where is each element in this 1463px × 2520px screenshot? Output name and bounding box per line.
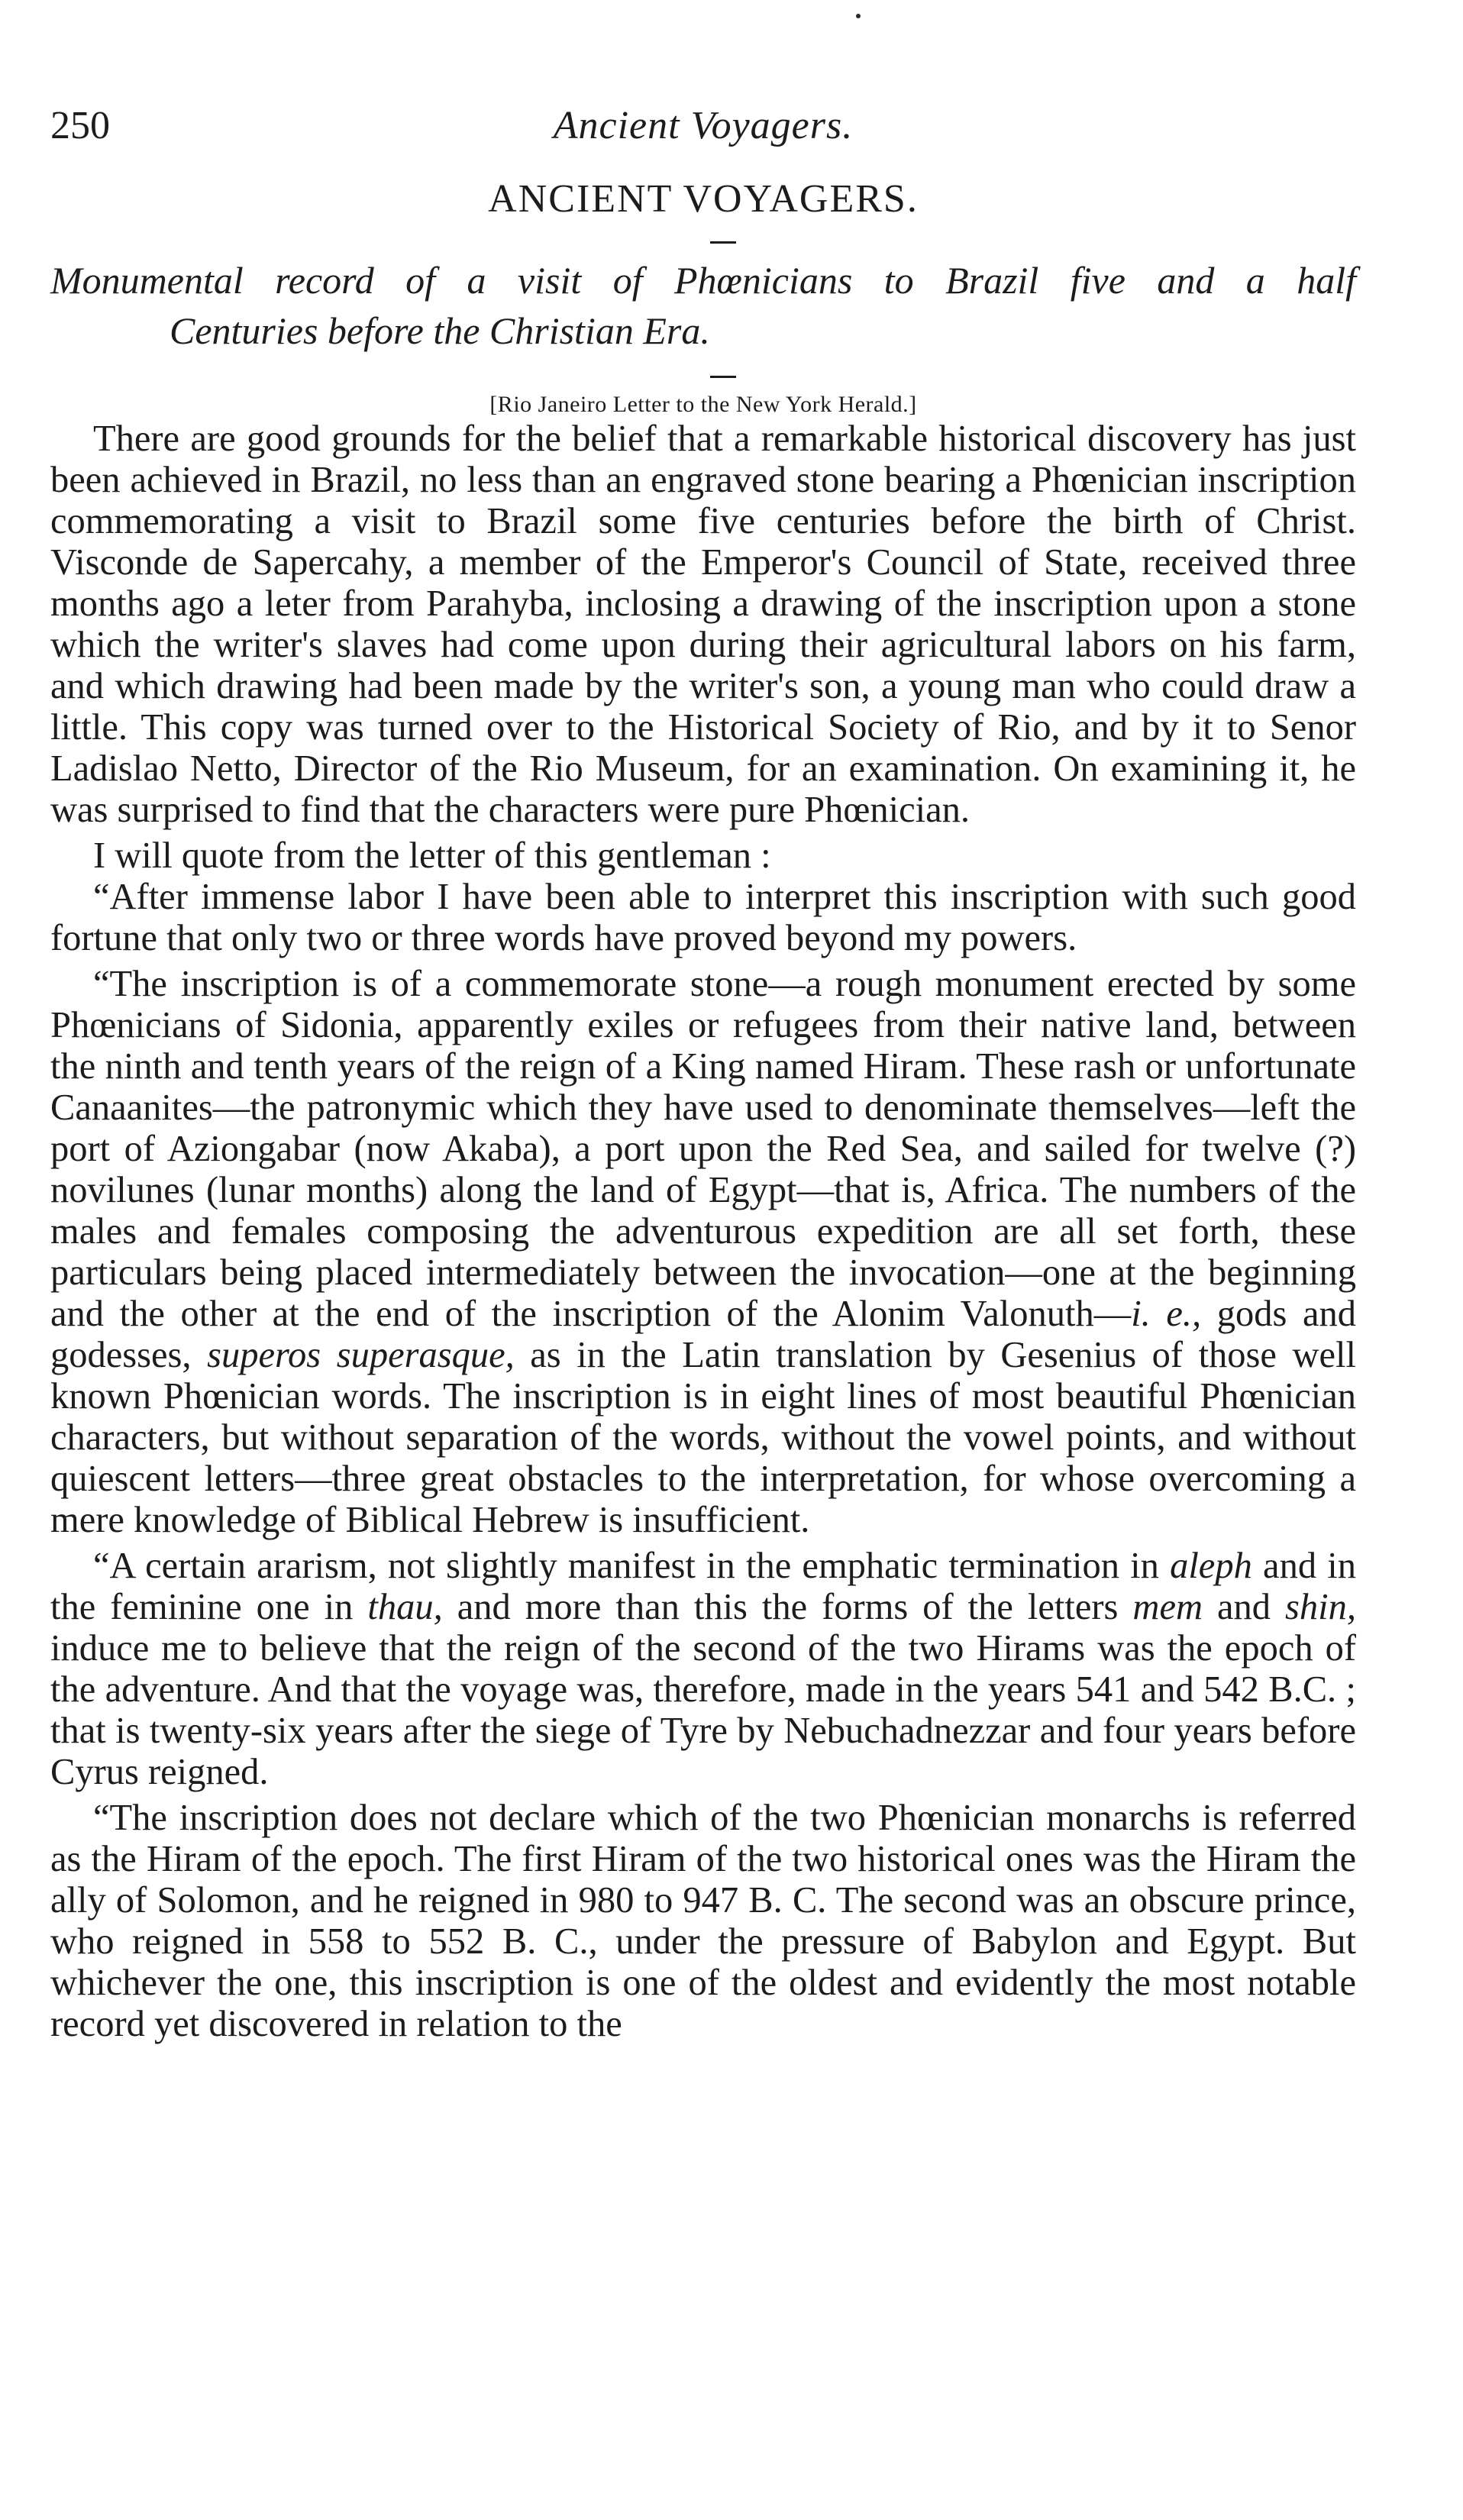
- italic-term: shin,: [1285, 1587, 1356, 1627]
- italic-term: aleph: [1170, 1546, 1252, 1586]
- heading-rule: [710, 241, 736, 244]
- paragraph-text: “The inscription is of a commemorate stone—a rough monument erected by some Phœnicians of Sidonia, apparently exiles or refugees from their native land, between the ninth and tenth years of the reign of a King named Hiram. These rash or unfortunate Canaanites—the patronymic which they have used to denominate themselves—left the port of Aziongabar (now Akaba), a port upon the Red Sea, and sailed for twelve (?) novilunes (lunar months) along the land of Egypt—that is, Africa. The numbers of the males and females composing the adventurous expedition are all set forth, these particulars being placed intermediately between the invocation—one at the beginning and the other at the end of the inscription of the Alonim Valonuth—: [50, 964, 1356, 1334]
- running-title: Ancient Voyagers.: [553, 104, 854, 147]
- italic-term: thau,: [367, 1587, 443, 1627]
- paragraph-text: I will quote from the letter of this gentleman :: [93, 835, 771, 876]
- paragraph-text: as in the Latin translation by Gesenius of those well known Phœnician words. The inscription is in eight lines of most beautiful Phœnician characters, but without separation of the words, without the vowel points, and without quiescent letters—three great obstacles to the interpretation, for whose overcoming a mere knowledge of Biblical Hebrew is insufficient.: [50, 1335, 1356, 1540]
- paragraph-3: [50, 877, 1356, 959]
- paragraph-text: induce me to believe that the reign of the second of the two Hirams was the epoch of the adventure. And that the voyage was, therefore, made in the years 541 and 542 B.C. ; that is twenty-six years after the siege of Tyre by Nebuchadnezzar and four years before Cyrus reigned.: [50, 1628, 1356, 1792]
- paragraph-text: and more than this the forms of the letters: [442, 1587, 1133, 1627]
- subheading-line-2: Centuries before the Christian Era.: [170, 309, 710, 352]
- ink-dot: [856, 14, 861, 18]
- paragraph-6: [50, 1798, 1356, 2045]
- paragraph-4: [50, 964, 1356, 1541]
- paragraph-text: and in the feminine one in: [50, 1546, 1356, 1627]
- paragraph-text: “The inscription does not declare which of the two Phœnician monarchs is referred as the Hiram of the epoch. The first Hiram of the two historical ones was the Hiram the ally of Solomon, and he reigned in 980 to 947 B. C. The second was an obscure prince, who reigned in 558 to 552 B. C., under the pressure of Babylon and Egypt. But whichever the one, this inscription is one of the oldest and evidently the most notable record yet discovered in relation to the: [50, 1798, 1356, 2044]
- article-subheading: [50, 255, 1356, 356]
- running-head: [50, 99, 1356, 153]
- article-body: [50, 418, 1356, 2050]
- italic-term: superos superasque,: [207, 1335, 515, 1375]
- subheading-rule: [710, 376, 736, 378]
- article-heading: ANCIENT VOYAGERS.: [488, 177, 919, 221]
- paragraph-text: “A certain ararism, not slightly manifest in the emphatic termination in: [93, 1546, 1171, 1586]
- paragraph-1: [50, 418, 1356, 831]
- paragraph-text: “After immense labor I have been able to interpret this inscription with such good fortune that only two or three words have proved beyond my powers.: [50, 877, 1356, 958]
- page-number: 250: [50, 104, 110, 147]
- paragraph-5: [50, 1546, 1356, 1793]
- paragraph-text: and: [1203, 1587, 1286, 1627]
- italic-term: i. e.,: [1131, 1294, 1202, 1334]
- subheading-line-1: Monumental record of a visit of Phœnicians to Brazil five and a half: [50, 259, 1356, 302]
- italic-term: mem: [1132, 1587, 1203, 1627]
- source-attribution: [Rio Janeiro Letter to the New York Herald.]: [489, 392, 917, 417]
- paragraph-text: There are good grounds for the belief that a remarkable historical discovery has just been achieved in Brazil, no less than an engraved stone bearing a Phœnician inscription commemorating a visit to Brazil some five centuries before the birth of Christ. Visconde de Sapercahy, a member of the Emperor's Council of State, received three months ago a leter from Parahyba, inclosing a drawing of the inscription upon a stone which the writer's slaves had come upon during their agricultural labors on his farm, and which drawing had been made by the writer's son, a young man who could draw a little. This copy was turned over to the Historical Society of Rio, and by it to Senor Ladislao Netto, Director of the Rio Museum, for an examination. On examining it, he was surprised to find that the characters were pure Phœnician.: [50, 418, 1356, 830]
- paragraph-2: [50, 835, 1356, 877]
- paragraph-text: gods and godesses,: [50, 1294, 1356, 1375]
